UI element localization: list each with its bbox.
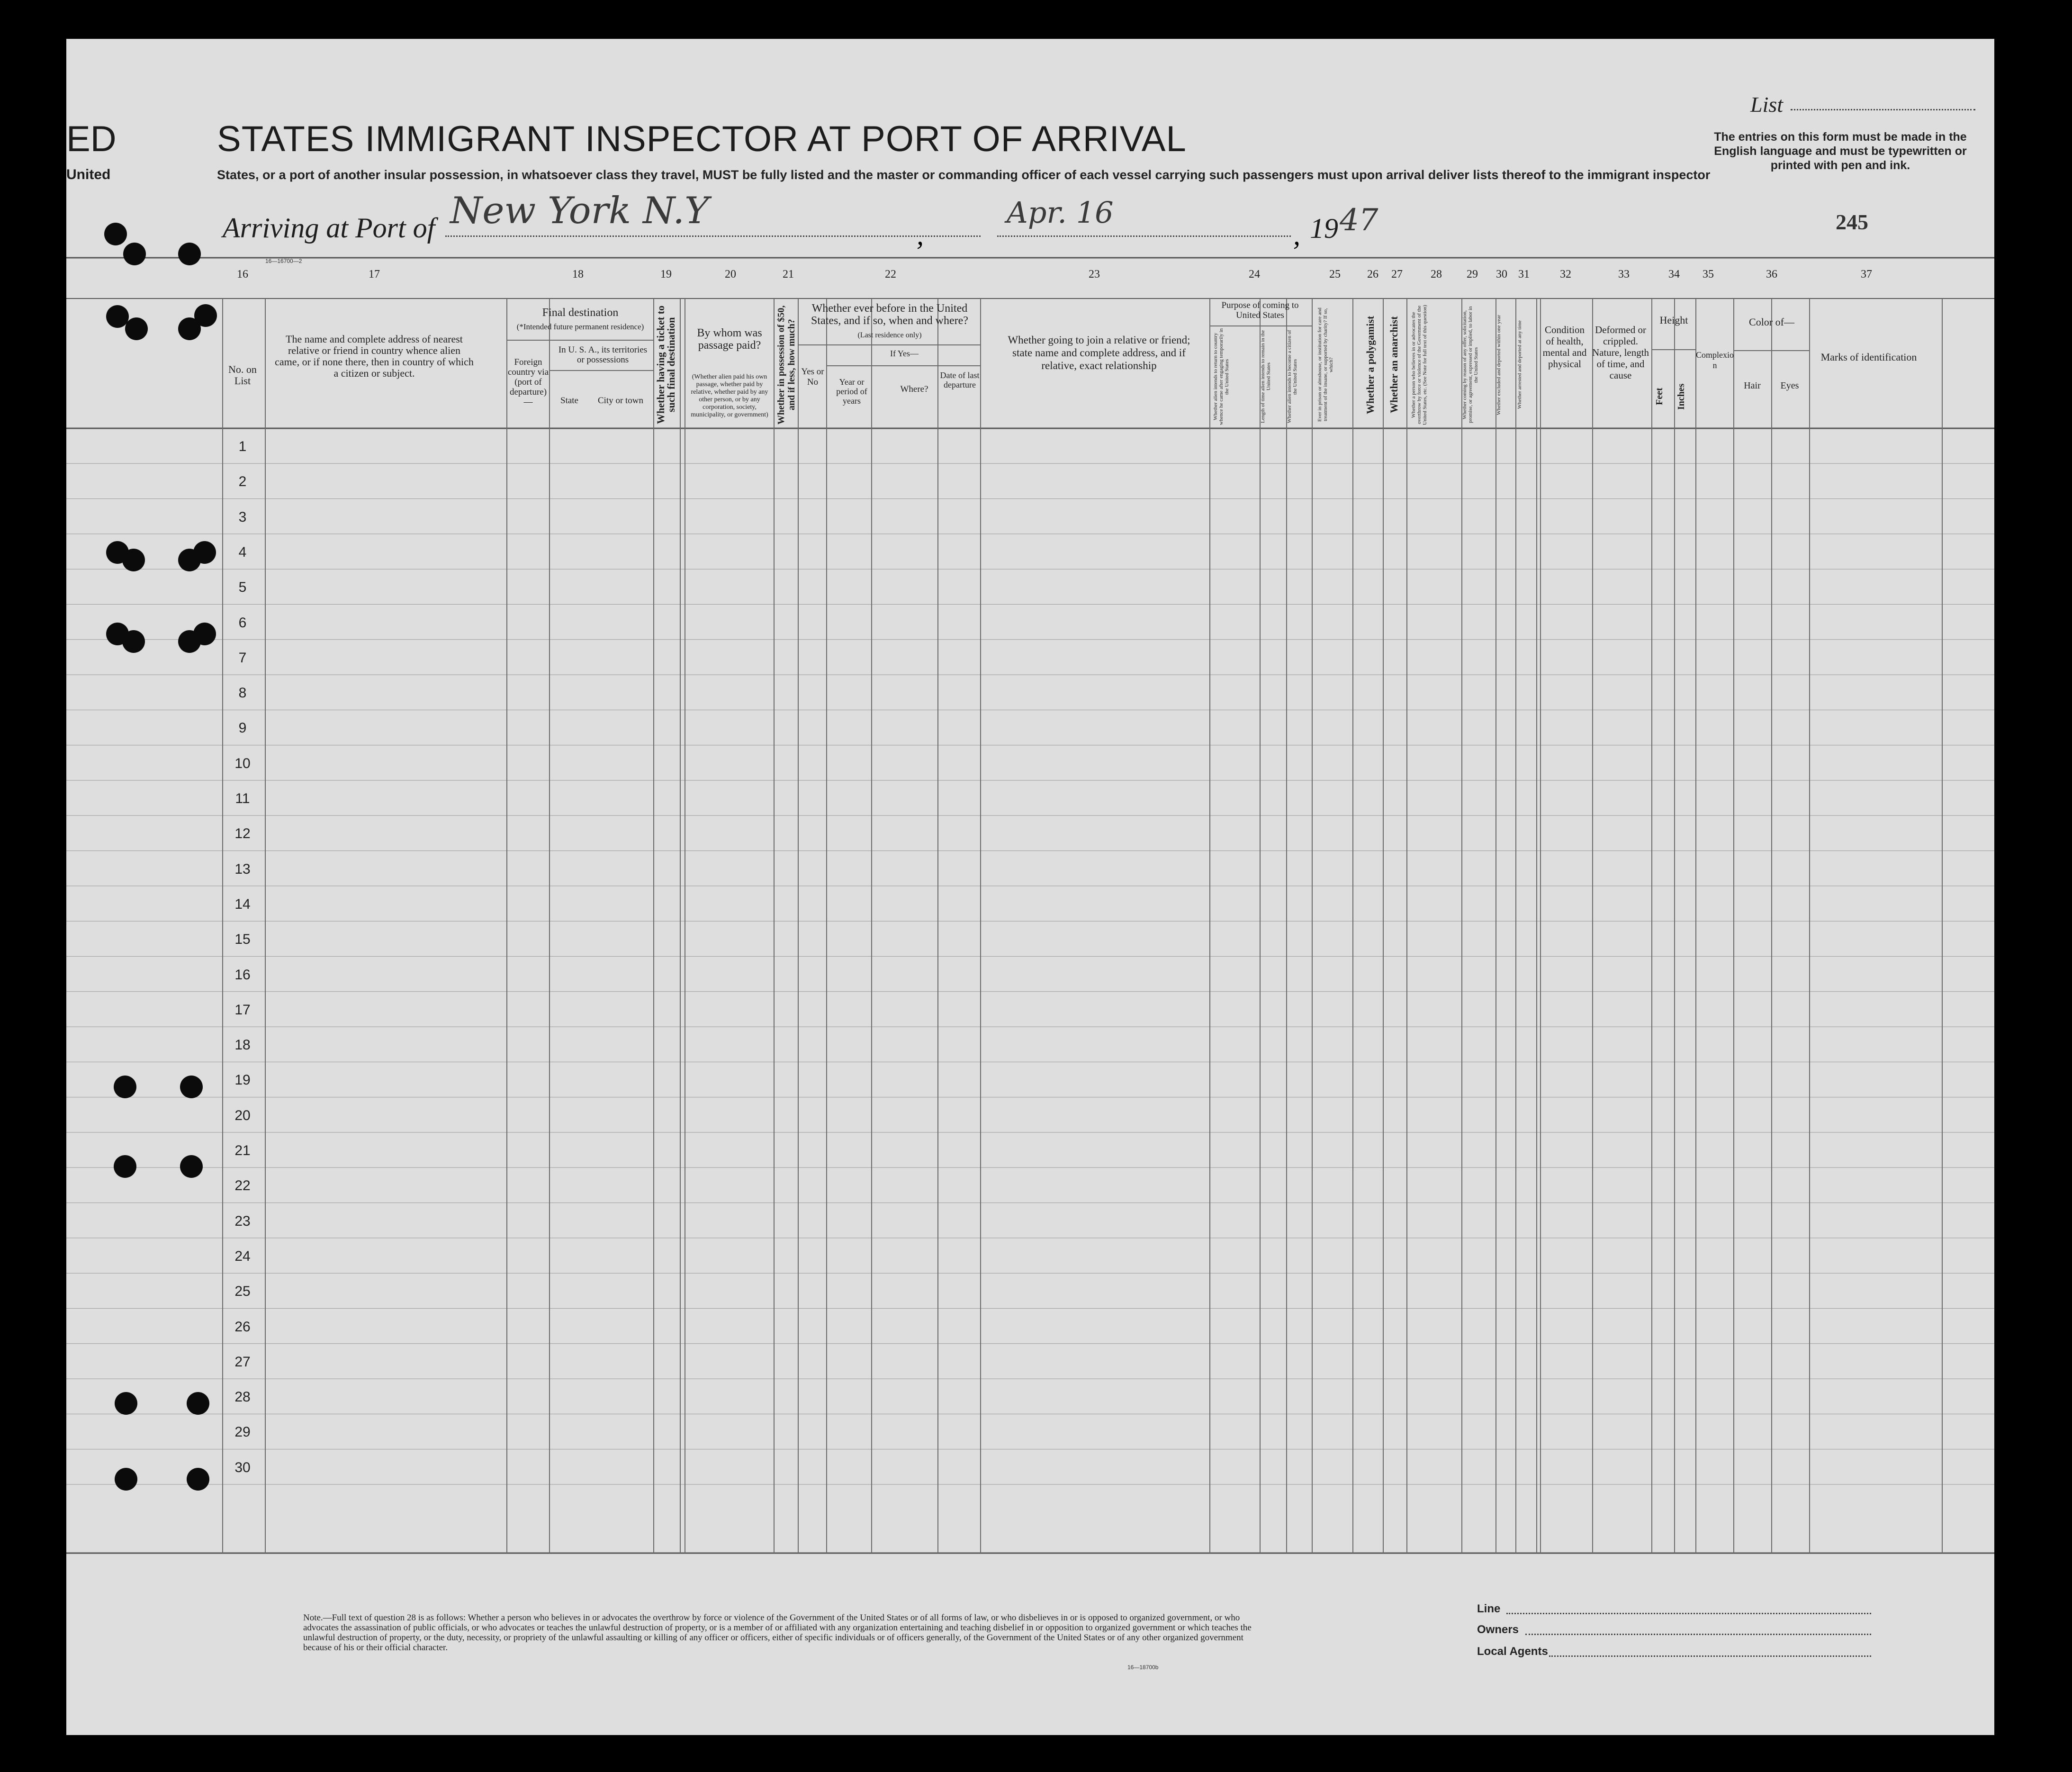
footer-form-code: 16—18700b [1127, 1664, 1159, 1671]
col-27-number: 27 [1391, 268, 1403, 280]
row-number: 6 [238, 615, 247, 631]
col-18-title: Final destination [542, 307, 619, 319]
col-22-yes-no: Yes or No [801, 367, 824, 387]
col-22-note: (Last residence only) [857, 331, 922, 339]
punch-hole [114, 1155, 136, 1178]
row-number: 9 [238, 720, 247, 736]
form-code: 16—16700—2 [265, 258, 302, 264]
col-32-header: Condition of health, mental and physical [1542, 324, 1587, 370]
col-19-header: Whether having a ticket to such final destination [655, 305, 677, 425]
punch-hole [115, 1468, 137, 1491]
col-33-header: Deformed or crippled. Nature, length of time, and cause [1592, 324, 1649, 381]
col-32-number: 32 [1560, 268, 1571, 280]
col-22-where: Where? [900, 384, 928, 394]
col-18-number: 18 [572, 268, 584, 280]
row-number: 11 [235, 791, 250, 806]
agents-label: Local Agents [1477, 1645, 1548, 1658]
col-29-header: Whether coming by reason of any offer, solicitation, promise, or agreement, expressed or implied, to labor in the United States [1462, 306, 1479, 424]
table-grid [66, 39, 1994, 1735]
row-number: 5 [238, 579, 247, 596]
punch-hole [122, 630, 145, 653]
col-26-number: 26 [1367, 268, 1378, 280]
col-22-years: Year or period of years [836, 377, 867, 406]
row-number: 29 [234, 1424, 251, 1440]
col-24-c: Whether alien intends to become a citizen of the United States [1287, 330, 1298, 424]
page-subtitle: States, or a port of another insular possession, in whatsoever class they travel, MUST be fully listed and the master or commanding officer of each vessel carrying such passengers must upon arrival deliver lists thereof to the immigrant inspector [217, 168, 1711, 182]
col-16-number: 16 [237, 268, 248, 280]
punch-hole [193, 541, 216, 564]
row-number: 28 [234, 1389, 251, 1405]
col-36-number: 36 [1766, 268, 1777, 280]
row-number: 23 [234, 1213, 251, 1229]
col-17-header: The name and complete address of nearest relative or friend in country whence alien came, or if none there, then in country of which a citizen or subject. [275, 333, 474, 379]
col-34-number: 34 [1668, 268, 1680, 280]
row-number: 24 [234, 1248, 251, 1264]
col-36-hair: Hair [1744, 380, 1761, 391]
row-number: 27 [234, 1354, 251, 1370]
row-number: 15 [234, 931, 251, 948]
row-number: 14 [234, 896, 251, 912]
row-number: 30 [234, 1459, 251, 1475]
col-20-title: By whom was passage paid? [697, 327, 762, 352]
col-37-header: Marks of identification [1820, 351, 1917, 363]
col-35-number: 35 [1703, 268, 1714, 280]
punch-hole [178, 317, 201, 340]
year-prefix: 19 [1310, 213, 1338, 244]
col-36-eyes: Eyes [1780, 380, 1799, 391]
punch-hole [125, 317, 148, 340]
punch-hole [187, 1468, 209, 1491]
col-28-number: 28 [1431, 268, 1442, 280]
col-18-usa: In U. S. A., its territories or possessions [558, 345, 648, 365]
punch-hole [123, 243, 146, 265]
col-21-header: Whether in possession of $50, and if less, how much? [776, 305, 797, 425]
row-number: 2 [238, 474, 247, 490]
col-36-title: Color of— [1749, 316, 1794, 328]
punch-hole [180, 1155, 203, 1178]
col-22-date: Date of last departure [940, 371, 980, 389]
line-label: Line [1477, 1602, 1501, 1615]
col-30-number: 30 [1496, 268, 1507, 280]
row-number: 13 [234, 861, 251, 877]
row-number: 25 [234, 1284, 251, 1300]
list-label: List [1750, 92, 1784, 117]
row-number: 7 [238, 650, 247, 666]
row-number: 3 [238, 509, 247, 525]
col-19-number: 19 [660, 268, 672, 280]
comma-2: , [1293, 219, 1300, 251]
col-37-number: 37 [1861, 268, 1872, 280]
page-title: STATES IMMIGRANT INSPECTOR AT PORT OF ARRIVAL [217, 119, 1187, 159]
row-number: 16 [234, 967, 251, 983]
punch-hole [115, 1392, 137, 1415]
left-cut-title: ED [66, 119, 117, 159]
col-18-state: State [560, 396, 578, 406]
col-35-header: Complexion [1696, 350, 1734, 370]
col-26-header: Whether a polygamist [1364, 316, 1376, 414]
col-29-number: 29 [1467, 268, 1478, 280]
col-22-title: Whether ever before in the United States, and if so, when and where? [811, 302, 968, 327]
col-22-number: 22 [885, 268, 896, 280]
col-17-number: 17 [369, 268, 380, 280]
arriving-label: Arriving at Port of [223, 212, 435, 244]
row-number: 20 [234, 1107, 251, 1123]
punch-hole [178, 243, 201, 265]
punch-hole [104, 223, 127, 245]
row-number: 10 [234, 755, 251, 771]
col-25-header: Ever in prison or almshouse, or institution for care and treatment of the insane, or supported by charity? If so, which? [1317, 307, 1334, 422]
col-18-foreign: Foreign country via (port of departure)— [508, 357, 549, 407]
footer-note: Note.—Full text of question 28 is as follows: Whether a person who believes in or advocates the overthrow by force or violence of the Government of the United States or of all forms of law, or who disbelieves in or is opposed to organized government, or who advocates the assassination of public officials, or who advocates or teaches the unlawful destruction of property, or is a member of or affiliated with any organization entertaining and teaching disbelief in or opposition to organized government or which teaches the unlawful destruction of property, or the duty, necessity, or propriety of the unlawful assaulting or killing of any officer or officers, either of specific individuals or of officers generally, of the Government of the United States or of any other organized government because of his or their official character. [303, 1613, 1252, 1653]
col-34-title: Height [1659, 314, 1688, 326]
col-31-number: 31 [1518, 268, 1530, 280]
row-number: 26 [234, 1319, 251, 1335]
page-number: 245 [1836, 210, 1868, 234]
punch-hole [180, 1076, 203, 1098]
col-21-number: 21 [783, 268, 794, 280]
col-31-header: Whether arrested and deported at any time [1517, 320, 1522, 409]
col-18-city: City or town [597, 396, 644, 406]
punch-hole [187, 1392, 209, 1415]
row-number: 22 [234, 1178, 251, 1194]
left-cut-subtitle: United [66, 167, 111, 182]
punch-hole [122, 549, 145, 571]
row-number: 1 [238, 439, 247, 454]
owners-field [1525, 1634, 1871, 1635]
col-27-header: Whether an anarchist [1388, 316, 1400, 414]
date-handwritten: Apr. 16 [1007, 195, 1114, 230]
col-23-number: 23 [1089, 268, 1100, 280]
row-number: 19 [234, 1072, 251, 1088]
col-24-title: Purpose of coming to United States [1221, 300, 1299, 320]
row-number: 17 [234, 1002, 251, 1018]
row-number: 4 [238, 544, 247, 560]
row-number: 18 [234, 1037, 251, 1053]
manifest-sheet [66, 39, 1994, 1735]
year-handwritten: 47 [1340, 203, 1378, 238]
col-25-number: 25 [1329, 268, 1341, 280]
col-24-b: Length of time alien intends to remain in the United States [1260, 330, 1271, 424]
col-22-if-yes: If Yes— [890, 349, 919, 358]
col-28-header: Whether a person who believes in or advocates the overthrow by force or violence of the Government of the United States, etc. (See Note for full text of this question) [1411, 305, 1428, 425]
col-20-number: 20 [725, 268, 736, 280]
col-34-inches: Inches [1676, 383, 1686, 410]
comma-1: , [917, 219, 924, 251]
english-language-note: The entries on this form must be made in the English language and must be typewritten or printed with pen and ink. [1714, 130, 1967, 172]
row-number: 21 [234, 1143, 251, 1158]
col-20-note: (Whether alien paid his own passage, whether paid by relative, whether paid by any other person, or by any corporation, society, municipality, or government) [691, 373, 768, 418]
col-16-header: No. on List [228, 363, 257, 387]
col-23-header: Whether going to join a relative or friend; state name and complete address, and if relative, exact relationship [1008, 334, 1190, 371]
col-30-header: Whether excluded and deported within one year [1496, 315, 1502, 415]
col-18-note: (*Intended future permanent residence) [516, 322, 644, 331]
owners-label: Owners [1477, 1623, 1519, 1636]
col-24-number: 24 [1249, 268, 1260, 280]
punch-hole [193, 623, 216, 645]
row-number: 8 [238, 685, 247, 701]
col-33-number: 33 [1618, 268, 1630, 280]
line-field [1506, 1613, 1871, 1614]
punch-hole [114, 1076, 136, 1098]
agents-field [1549, 1655, 1871, 1657]
col-34-feet: Feet [1654, 388, 1665, 406]
col-24-a: Whether alien intends to return to country whence he came after engaging temporarily in the United States [1213, 328, 1230, 425]
port-handwritten: New York N.Y [450, 190, 709, 232]
row-number: 12 [234, 826, 251, 842]
